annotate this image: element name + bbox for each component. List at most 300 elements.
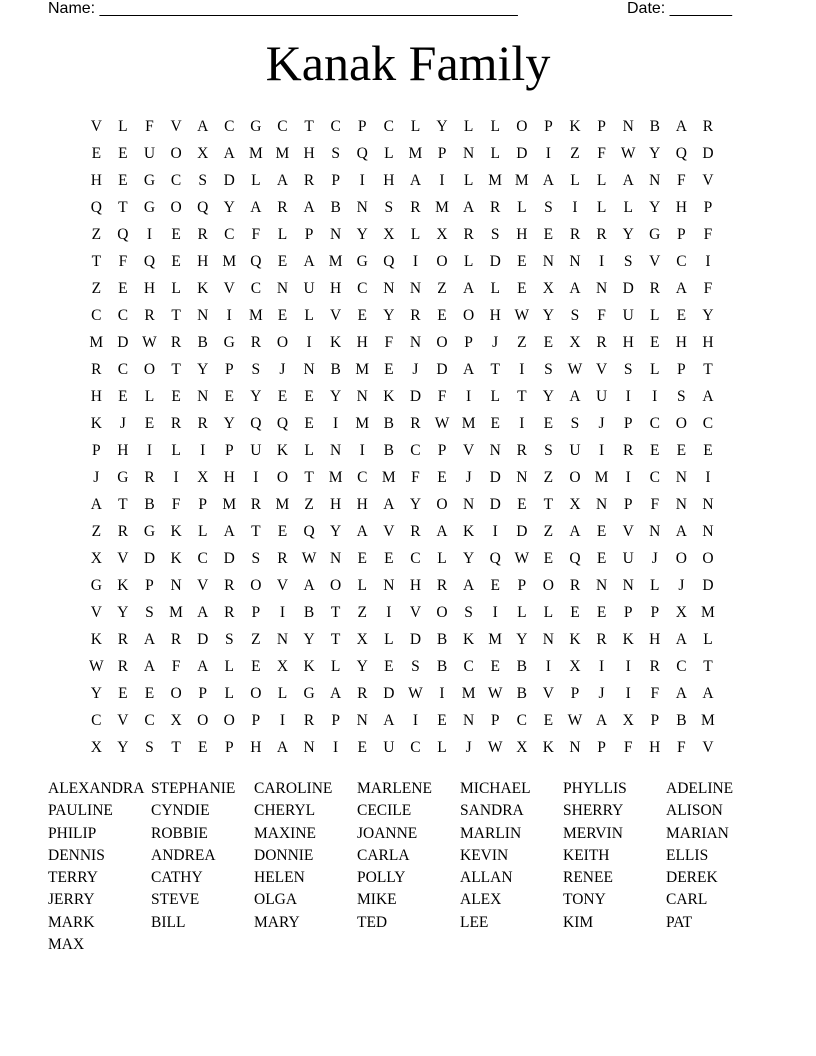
grid-letter: V	[409, 603, 422, 621]
grid-letter: N	[463, 711, 475, 729]
grid-letter: Y	[117, 603, 129, 621]
grid-letter: U	[569, 441, 581, 459]
grid-letter: B	[676, 711, 687, 729]
grid-letter: H	[250, 738, 262, 756]
grid-letter: P	[677, 225, 686, 243]
grid-letter: M	[594, 468, 609, 486]
grid-letter: S	[198, 171, 207, 189]
grid-letter: D	[197, 630, 209, 648]
grid-letter: N	[595, 279, 608, 297]
grid-letter: T	[171, 738, 181, 756]
grid-letter: T	[118, 495, 128, 513]
grid-letter: Y	[223, 198, 235, 216]
grid-letter: S	[490, 225, 500, 243]
grid-letter: R	[410, 414, 421, 432]
grid-letter: I	[146, 441, 153, 459]
grid-letter: D	[516, 144, 528, 162]
word-list-item: TONY	[563, 891, 606, 909]
grid-letter: J	[279, 360, 286, 378]
grid-letter: L	[437, 549, 447, 567]
grid-letter: N	[542, 252, 554, 270]
grid-letter: P	[544, 117, 553, 135]
grid-letter: R	[250, 495, 262, 513]
grid-letter: L	[277, 684, 288, 702]
grid-letter: L	[650, 576, 660, 594]
grid-letter: R	[623, 441, 634, 459]
grid-letter: Y	[649, 144, 661, 162]
grid-letter: R	[277, 549, 288, 567]
grid-letter: L	[463, 252, 474, 270]
grid-letter: L	[517, 198, 527, 216]
grid-letter: P	[145, 576, 154, 594]
grid-letter: R	[569, 225, 581, 243]
grid-letter: F	[145, 117, 154, 135]
grid-letter: H	[143, 279, 156, 297]
grid-letter: J	[651, 549, 658, 567]
grid-letter: N	[675, 468, 687, 486]
grid-letter: K	[90, 414, 102, 432]
grid-letter: N	[170, 576, 182, 594]
word-list-item: PHILIP	[48, 824, 97, 842]
grid-letter: R	[702, 117, 714, 135]
grid-letter: F	[677, 738, 686, 756]
grid-letter: T	[304, 468, 314, 486]
page-title: Kanak Family	[265, 35, 551, 91]
grid-letter: L	[623, 198, 633, 216]
grid-letter: C	[91, 306, 102, 324]
grid-letter: W	[434, 414, 450, 432]
word-list-item: MAXINE	[254, 824, 316, 842]
grid-letter: G	[356, 252, 368, 270]
grid-letter: M	[701, 711, 715, 729]
grid-letter: H	[649, 738, 661, 756]
grid-letter: P	[650, 603, 660, 621]
grid-letter: R	[303, 171, 315, 189]
grid-letter: R	[170, 630, 182, 648]
grid-letter: N	[649, 522, 661, 540]
grid-letter: A	[569, 279, 581, 297]
grid-letter: M	[488, 171, 503, 189]
grid-letter: M	[328, 252, 343, 270]
grid-letter: N	[463, 495, 475, 513]
grid-letter: A	[276, 171, 289, 189]
word-list-item: CARLA	[357, 846, 410, 864]
grid-letter: Z	[91, 522, 102, 540]
grid-letter: D	[143, 549, 156, 567]
word-list-item: MARY	[254, 913, 300, 931]
grid-letter: S	[677, 387, 686, 405]
grid-letter: E	[517, 495, 527, 513]
grid-letter: H	[702, 333, 714, 351]
grid-letter: F	[118, 252, 128, 270]
grid-letter: N	[702, 522, 714, 540]
grid-letter: P	[703, 198, 713, 216]
grid-letter: E	[277, 387, 288, 405]
grid-letter: U	[622, 549, 634, 567]
grid-letter: Q	[117, 225, 129, 243]
grid-letter: X	[569, 657, 581, 675]
grid-letter: I	[279, 603, 286, 621]
grid-letter: F	[411, 468, 420, 486]
grid-letter: B	[383, 414, 394, 432]
grid-letter: S	[224, 630, 234, 648]
word-list-item: ALISON	[666, 802, 723, 820]
grid-letter: B	[649, 117, 660, 135]
grid-letter: D	[702, 576, 714, 594]
grid-letter: Z	[437, 279, 447, 297]
grid-letter: P	[198, 684, 207, 702]
grid-letter: O	[250, 684, 262, 702]
grid-letter: C	[117, 306, 129, 324]
grid-letter: S	[570, 414, 580, 432]
grid-letter: N	[595, 495, 608, 513]
grid-letter: X	[436, 225, 448, 243]
grid-letter: N	[569, 252, 581, 270]
grid-letter: O	[675, 549, 687, 567]
grid-letter: E	[277, 306, 288, 324]
grid-letter: M	[408, 144, 423, 162]
grid-letter: N	[356, 387, 368, 405]
grid-letter: F	[597, 306, 606, 324]
grid-letter: W	[514, 549, 530, 567]
grid-letter: P	[677, 360, 686, 378]
grid-letter: B	[516, 657, 527, 675]
grid-letter: J	[119, 414, 126, 432]
grid-letter: I	[519, 414, 525, 432]
grid-letter: X	[542, 279, 554, 297]
grid-letter: U	[143, 144, 156, 162]
grid-letter: I	[492, 603, 498, 621]
grid-letter: H	[675, 198, 687, 216]
grid-letter: P	[490, 711, 500, 729]
grid-letter: Q	[303, 522, 315, 540]
grid-letter: B	[197, 333, 208, 351]
grid-letter: N	[463, 144, 475, 162]
grid-letter: P	[331, 171, 340, 189]
word-list-item: TERRY	[48, 869, 98, 887]
word-list-item: DENNIS	[48, 846, 105, 864]
grid-letter: I	[625, 657, 631, 675]
grid-letter: R	[649, 657, 660, 675]
grid-letter: P	[224, 441, 234, 459]
grid-letter: Y	[90, 684, 102, 702]
grid-letter: F	[650, 495, 660, 513]
grid-letter: E	[543, 333, 554, 351]
grid-letter: I	[466, 387, 472, 405]
grid-letter: D	[223, 171, 235, 189]
grid-letter: R	[569, 576, 581, 594]
grid-letter: E	[197, 738, 208, 756]
grid-letter: A	[356, 522, 368, 540]
grid-letter: A	[463, 279, 475, 297]
grid-letter: L	[543, 603, 554, 621]
grid-letter: A	[463, 360, 475, 378]
grid-letter: C	[676, 657, 687, 675]
grid-letter: R	[436, 576, 448, 594]
grid-letter: E	[490, 657, 500, 675]
grid-letter: I	[598, 657, 605, 675]
grid-letter: V	[276, 576, 289, 594]
grid-letter: N	[197, 306, 209, 324]
grid-letter: M	[275, 495, 290, 513]
grid-letter: A	[569, 522, 581, 540]
grid-letter: G	[303, 684, 315, 702]
grid-letter: E	[277, 252, 288, 270]
grid-letter: H	[303, 144, 315, 162]
grid-letter: C	[649, 414, 660, 432]
grid-letter: Q	[569, 549, 581, 567]
grid-letter: E	[224, 387, 234, 405]
word-list-item: ALEX	[460, 891, 502, 909]
grid-letter: J	[598, 414, 605, 432]
grid-letter: Z	[304, 495, 314, 513]
grid-letter: V	[542, 684, 554, 702]
grid-letter: L	[357, 576, 367, 594]
grid-letter: J	[93, 468, 100, 486]
word-list-item: POLLY	[357, 869, 406, 887]
grid-letter: X	[569, 333, 581, 351]
grid-letter: T	[490, 360, 500, 378]
grid-letter: R	[596, 225, 607, 243]
grid-letter: P	[570, 684, 580, 702]
grid-letter: O	[436, 603, 448, 621]
grid-letter: Y	[303, 630, 315, 648]
grid-letter: B	[436, 657, 448, 675]
grid-letter: E	[144, 684, 155, 702]
grid-letter: W	[567, 360, 583, 378]
grid-letter: R	[117, 522, 129, 540]
grid-letter: E	[171, 225, 181, 243]
grid-letter: Y	[383, 306, 395, 324]
grid-letter: P	[517, 576, 527, 594]
grid-letter: E	[384, 657, 394, 675]
grid-letter: H	[117, 441, 129, 459]
grid-letter: H	[356, 495, 368, 513]
grid-letter: V	[90, 117, 102, 135]
grid-letter: V	[170, 117, 182, 135]
grid-letter: I	[359, 171, 365, 189]
grid-letter: F	[171, 657, 181, 675]
grid-letter: Q	[276, 414, 289, 432]
grid-letter: N	[409, 333, 422, 351]
grid-letter: T	[118, 198, 128, 216]
grid-letter: P	[91, 441, 101, 459]
grid-letter: M	[89, 333, 104, 351]
grid-letter: A	[569, 387, 581, 405]
grid-letter: C	[702, 414, 714, 432]
grid-letter: E	[650, 441, 660, 459]
grid-letter: P	[224, 738, 234, 756]
grid-letter: I	[279, 711, 286, 729]
grid-letter: M	[461, 414, 476, 432]
word-list-item: HELEN	[254, 869, 305, 887]
grid-letter: X	[197, 144, 209, 162]
grid-letter: R	[91, 360, 102, 378]
grid-letter: N	[675, 495, 687, 513]
grid-letter: F	[623, 738, 633, 756]
grid-letter: D	[702, 144, 714, 162]
grid-letter: X	[197, 468, 209, 486]
word-list-item: MICHAEL	[460, 780, 531, 797]
grid-letter: A	[622, 171, 634, 189]
grid-letter: X	[622, 711, 634, 729]
grid-letter: M	[328, 468, 343, 486]
grid-letter: K	[569, 630, 581, 648]
grid-letter: N	[649, 171, 661, 189]
grid-letter: P	[198, 495, 207, 513]
grid-letter: I	[386, 603, 392, 621]
grid-letter: R	[170, 333, 182, 351]
grid-letter: Q	[675, 144, 687, 162]
word-list-item: KEITH	[563, 846, 610, 864]
grid-letter: O	[569, 468, 581, 486]
grid-letter: C	[144, 711, 155, 729]
grid-letter: B	[436, 630, 448, 648]
word-list-item: DONNIE	[254, 846, 314, 864]
grid-letter: H	[675, 333, 687, 351]
grid-letter: N	[622, 117, 634, 135]
grid-letter: A	[463, 198, 475, 216]
grid-letter: D	[409, 387, 422, 405]
grid-letter: R	[596, 630, 607, 648]
grid-letter: Q	[197, 198, 209, 216]
grid-letter: N	[383, 576, 395, 594]
grid-letter: C	[91, 711, 102, 729]
grid-letter: V	[223, 279, 235, 297]
grid-letter: M	[355, 360, 370, 378]
grid-letter: L	[410, 117, 421, 135]
word-list-item: JOANNE	[357, 824, 418, 842]
grid-letter: I	[598, 252, 605, 270]
letter-grid	[83, 113, 721, 761]
grid-letter: S	[544, 360, 553, 378]
grid-letter: A	[675, 684, 687, 702]
grid-letter: I	[705, 252, 711, 270]
grid-letter: T	[171, 360, 181, 378]
grid-letter: Y	[542, 306, 554, 324]
grid-letter: I	[625, 684, 631, 702]
grid-letter: E	[357, 306, 367, 324]
name-field-label: Name: _______________________________________________	[48, 0, 518, 17]
grid-letter: H	[90, 387, 102, 405]
grid-letter: I	[625, 387, 631, 405]
word-list-item: BILL	[151, 913, 186, 931]
grid-letter: O	[542, 576, 554, 594]
grid-letter: H	[622, 333, 634, 351]
grid-letter: O	[170, 684, 182, 702]
grid-letter: M	[514, 171, 529, 189]
grid-letter: A	[675, 522, 687, 540]
grid-letter: Z	[517, 333, 527, 351]
grid-letter: O	[516, 117, 528, 135]
grid-letter: C	[224, 225, 235, 243]
grid-letter: R	[144, 306, 155, 324]
grid-letter: L	[463, 171, 474, 189]
word-list-item: OLGA	[254, 891, 298, 909]
grid-letter: O	[170, 198, 182, 216]
grid-letter: V	[702, 171, 714, 189]
grid-letter: N	[303, 738, 315, 756]
grid-letter: S	[251, 360, 261, 378]
grid-letter: F	[703, 225, 713, 243]
grid-letter: A	[250, 198, 262, 216]
grid-letter: N	[622, 576, 634, 594]
grid-letter: O	[276, 468, 289, 486]
grid-letter: K	[330, 333, 342, 351]
grid-letter: A	[223, 144, 235, 162]
grid-letter: H	[516, 225, 528, 243]
grid-letter: Y	[409, 495, 422, 513]
grid-letter: K	[622, 630, 634, 648]
word-list-item: ALLAN	[460, 869, 513, 887]
grid-letter: M	[275, 144, 290, 162]
grid-letter: I	[492, 522, 498, 540]
grid-letter: L	[570, 171, 580, 189]
grid-letter: Q	[143, 252, 156, 270]
grid-letter: C	[224, 117, 235, 135]
grid-letter: O	[143, 360, 156, 378]
grid-letter: R	[224, 603, 235, 621]
grid-letter: S	[331, 144, 340, 162]
grid-letter: E	[703, 441, 713, 459]
grid-letter: E	[304, 387, 314, 405]
word-list-item: ANDREA	[151, 846, 216, 864]
grid-letter: C	[250, 279, 262, 297]
grid-letter: X	[675, 603, 687, 621]
word-list-item: PAT	[666, 913, 693, 931]
grid-letter: T	[251, 522, 261, 540]
grid-letter: E	[277, 522, 288, 540]
grid-letter: E	[490, 576, 500, 594]
grid-letter: H	[90, 171, 102, 189]
grid-letter: L	[118, 117, 128, 135]
grid-letter: G	[250, 117, 262, 135]
grid-letter: A	[143, 630, 156, 648]
grid-letter: R	[596, 333, 607, 351]
grid-letter: O	[223, 711, 235, 729]
grid-letter: E	[251, 657, 261, 675]
grid-letter: I	[226, 306, 232, 324]
grid-letter: R	[463, 225, 474, 243]
grid-letter: A	[330, 684, 342, 702]
grid-letter: E	[650, 333, 660, 351]
grid-letter: G	[649, 225, 661, 243]
grid-letter: M	[222, 495, 237, 513]
grid-letter: A	[675, 279, 687, 297]
grid-letter: C	[410, 738, 421, 756]
grid-letter: R	[357, 684, 368, 702]
grid-letter: Y	[516, 630, 528, 648]
grid-letter: E	[384, 549, 394, 567]
grid-letter: A	[223, 522, 235, 540]
grid-letter: E	[596, 522, 607, 540]
grid-letter: N	[197, 387, 209, 405]
grid-letter: J	[492, 333, 499, 351]
grid-letter: S	[544, 441, 553, 459]
grid-letter: D	[489, 495, 501, 513]
grid-letter: U	[622, 306, 634, 324]
word-list-item: MAX	[48, 936, 85, 954]
grid-letter: N	[356, 198, 368, 216]
grid-letter: R	[117, 630, 129, 648]
grid-letter: N	[516, 468, 528, 486]
grid-letter: V	[702, 738, 714, 756]
word-list-item: STEVE	[151, 891, 200, 909]
grid-letter: U	[383, 738, 395, 756]
grid-letter: Y	[117, 738, 129, 756]
grid-letter: E	[543, 549, 554, 567]
grid-letter: G	[143, 171, 156, 189]
